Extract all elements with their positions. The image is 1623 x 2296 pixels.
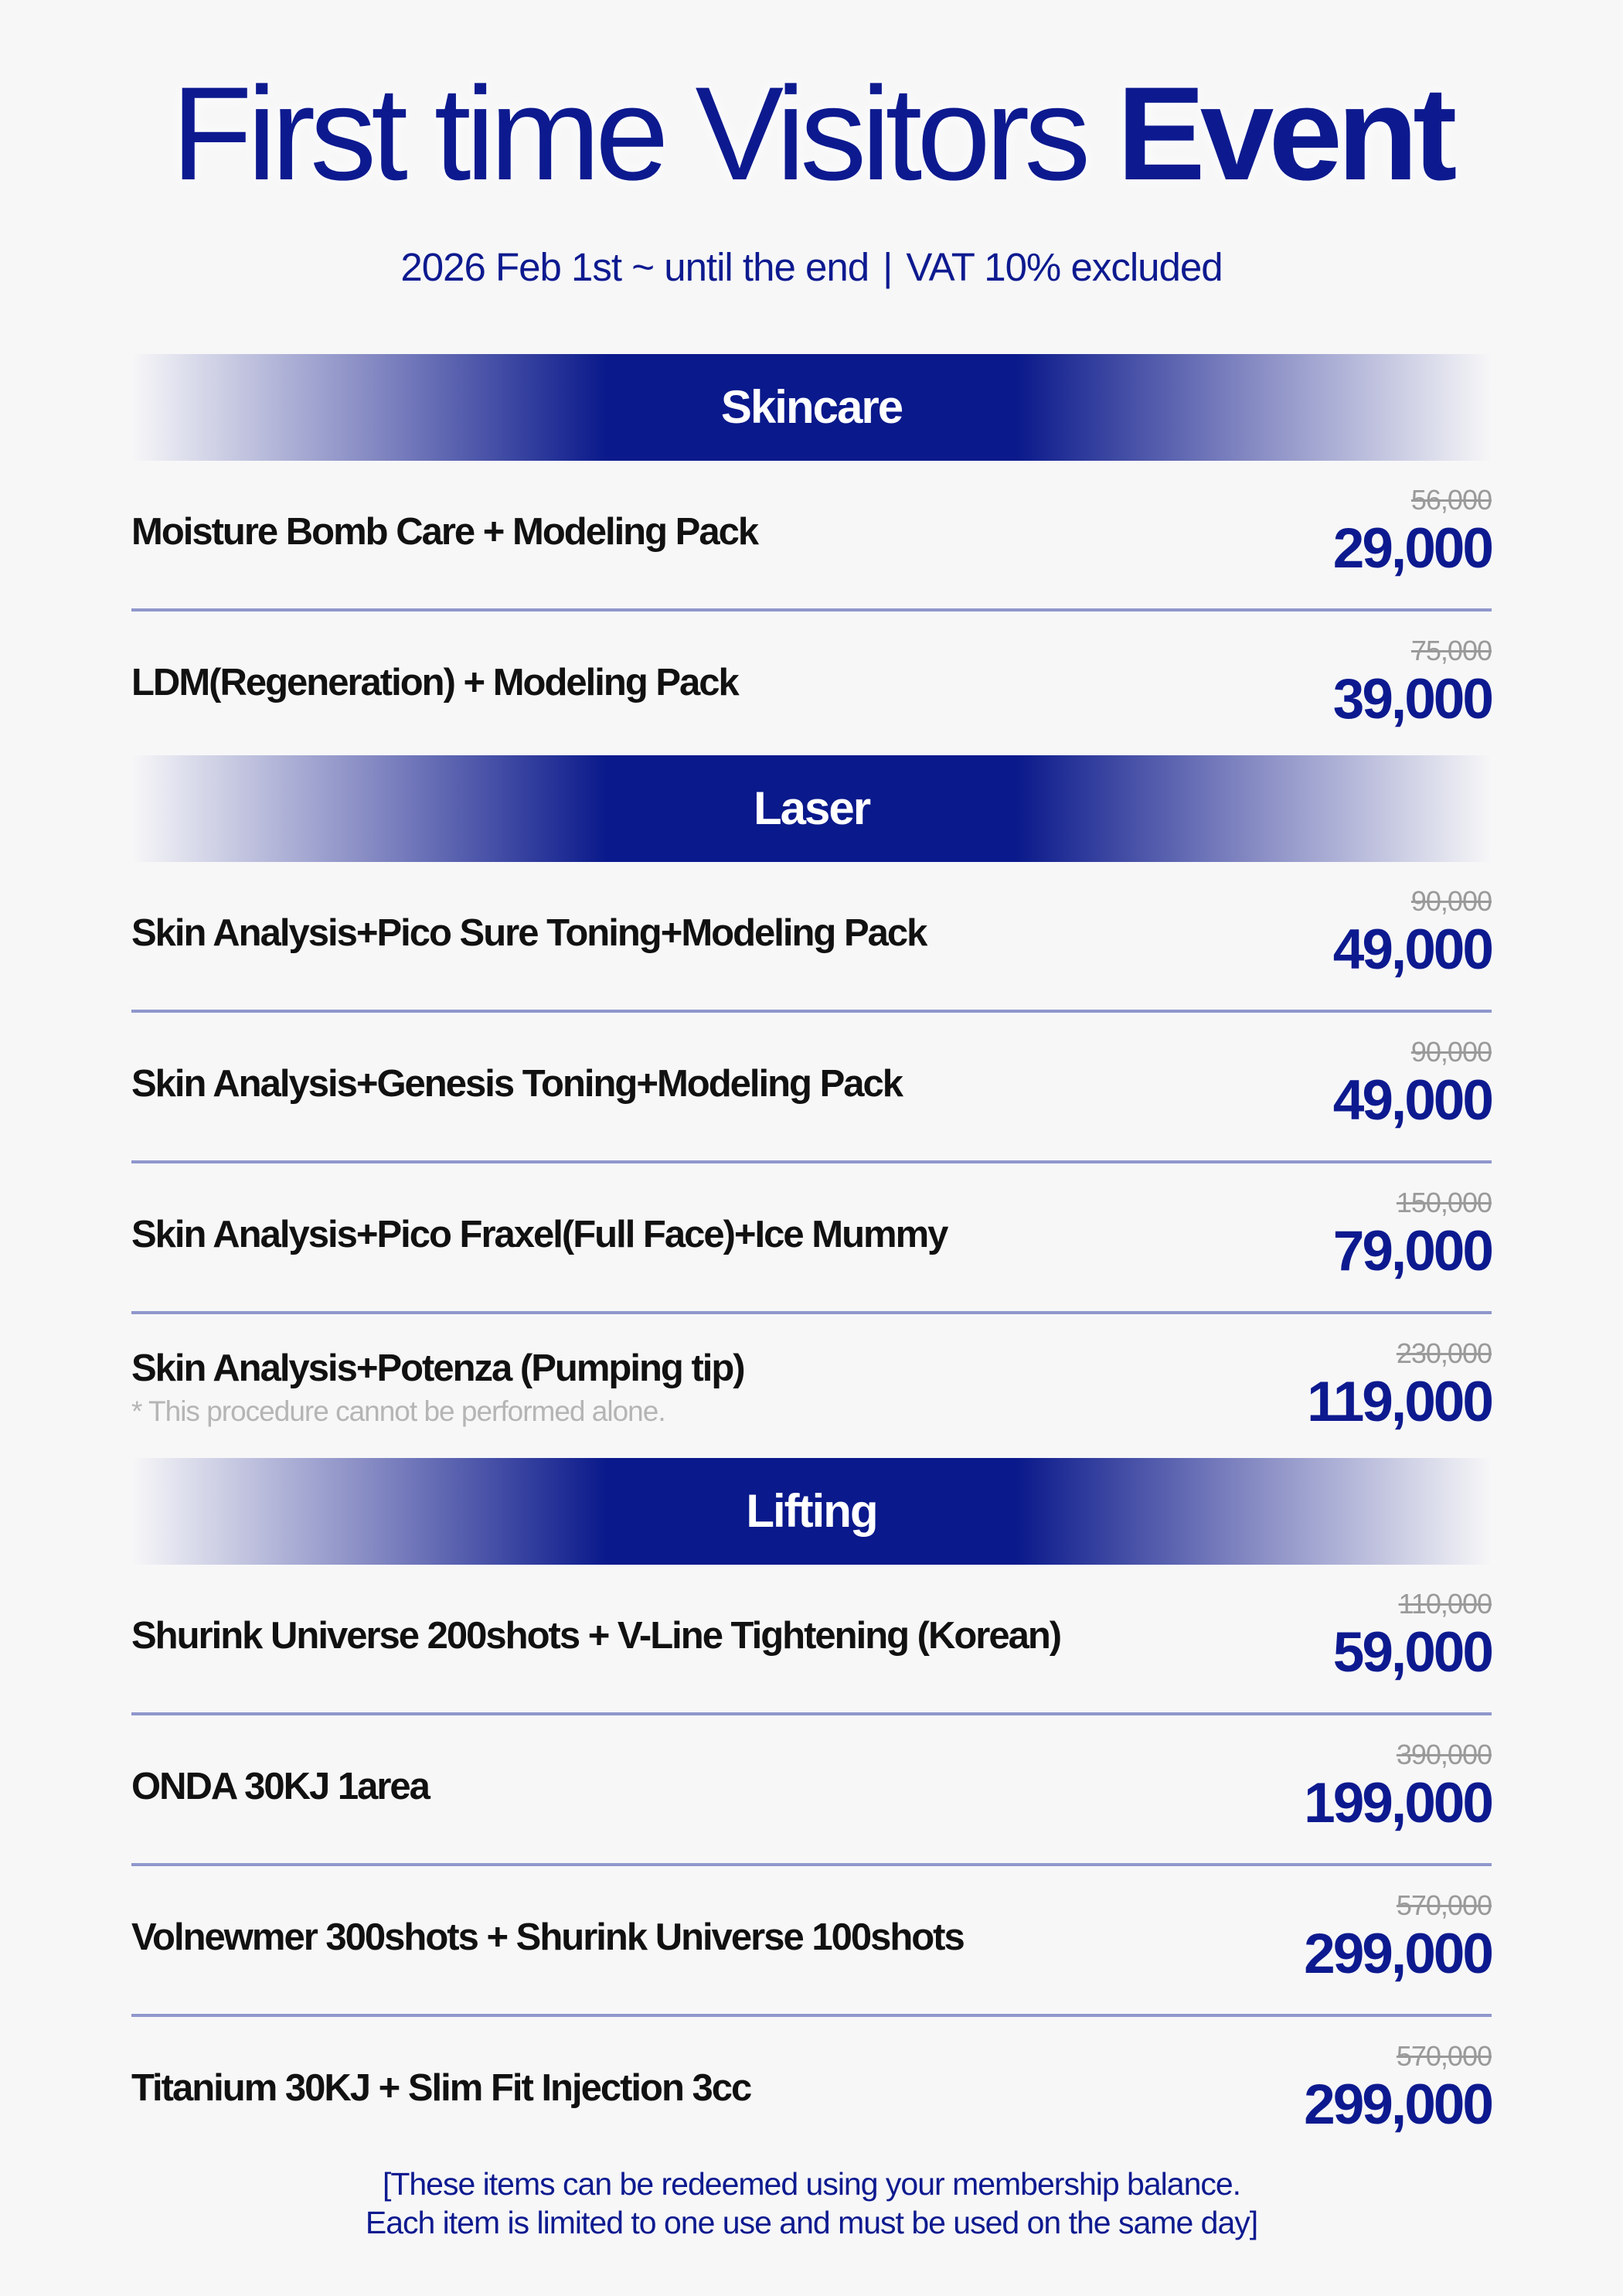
price-item	[131, 611, 1492, 762]
item-name: Volnewmer 300shots + Shurink Universe 100shots	[131, 1916, 964, 1958]
item-name: Skin Analysis+Pico Sure Toning+Modeling Pack	[131, 912, 927, 954]
original-price: 56,000	[1410, 484, 1492, 516]
event-price: 39,000	[1332, 668, 1492, 731]
original-price: 570,000	[1396, 1889, 1492, 1921]
membership-notice	[0, 2165, 1623, 2242]
price-item	[131, 461, 1492, 611]
price-item	[131, 862, 1492, 1013]
price-item	[131, 1565, 1492, 1715]
event-price: 119,000	[1307, 1371, 1492, 1433]
section-header-lifting: Lifting	[131, 1458, 1492, 1565]
price-item	[131, 2017, 1492, 2168]
page-title-emphasis: Event	[1117, 60, 1452, 208]
price-item	[131, 1866, 1492, 2017]
subtitle-separator: |	[883, 245, 893, 289]
membership-notice-line-2: Each item is limited to one use and must be used on the same day]	[365, 2205, 1258, 2240]
price-item	[131, 1013, 1492, 1163]
original-price: 230,000	[1396, 1337, 1492, 1369]
vat-notice: VAT 10% excluded	[906, 245, 1223, 289]
event-subtitle	[0, 243, 1623, 292]
original-price: 90,000	[1410, 885, 1492, 917]
item-name: Skin Analysis+Pico Fraxel(Full Face)+Ice Mummy	[131, 1214, 948, 1255]
original-price: 90,000	[1410, 1036, 1492, 1068]
event-price: 299,000	[1304, 1923, 1492, 1985]
event-period: 2026 Feb 1st ~ until the end	[400, 245, 869, 289]
event-price: 199,000	[1304, 1772, 1492, 1834]
event-price: 59,000	[1332, 1621, 1492, 1684]
original-price: 570,000	[1396, 2040, 1492, 2072]
event-price: 29,000	[1332, 517, 1492, 580]
item-name: Shurink Universe 200shots + V-Line Tightening (Korean)	[131, 1615, 1061, 1657]
item-name: Moisture Bomb Care + Modeling Pack	[131, 511, 758, 553]
item-name: Skin Analysis+Potenza (Pumping tip)	[131, 1347, 744, 1389]
original-price: 150,000	[1396, 1187, 1492, 1218]
price-item	[131, 1163, 1492, 1314]
original-price: 75,000	[1410, 635, 1492, 666]
event-price: 299,000	[1304, 2073, 1492, 2136]
event-price: 79,000	[1332, 1220, 1492, 1283]
original-price: 390,000	[1396, 1739, 1492, 1770]
page-title-main: First time Visitors	[171, 60, 1086, 208]
item-name: Skin Analysis+Genesis Toning+Modeling Pack	[131, 1063, 903, 1105]
section-header-skincare: Skincare	[131, 354, 1492, 461]
page-title	[0, 60, 1623, 207]
section-header-laser: Laser	[131, 755, 1492, 862]
item-name: LDM(Regeneration) + Modeling Pack	[131, 662, 738, 703]
price-item	[131, 1314, 1492, 1465]
item-name: ONDA 30KJ 1area	[131, 1766, 429, 1807]
event-price: 49,000	[1332, 918, 1492, 981]
membership-notice-line-1: [These items can be redeemed using your membership balance.	[382, 2166, 1241, 2202]
event-price: 49,000	[1332, 1069, 1492, 1132]
original-price: 110,000	[1398, 1588, 1492, 1620]
item-name: Titanium 30KJ + Slim Fit Injection 3cc	[131, 2067, 751, 2109]
price-item	[131, 1715, 1492, 1866]
item-note: * This procedure cannot be performed alone.	[131, 1395, 665, 1427]
